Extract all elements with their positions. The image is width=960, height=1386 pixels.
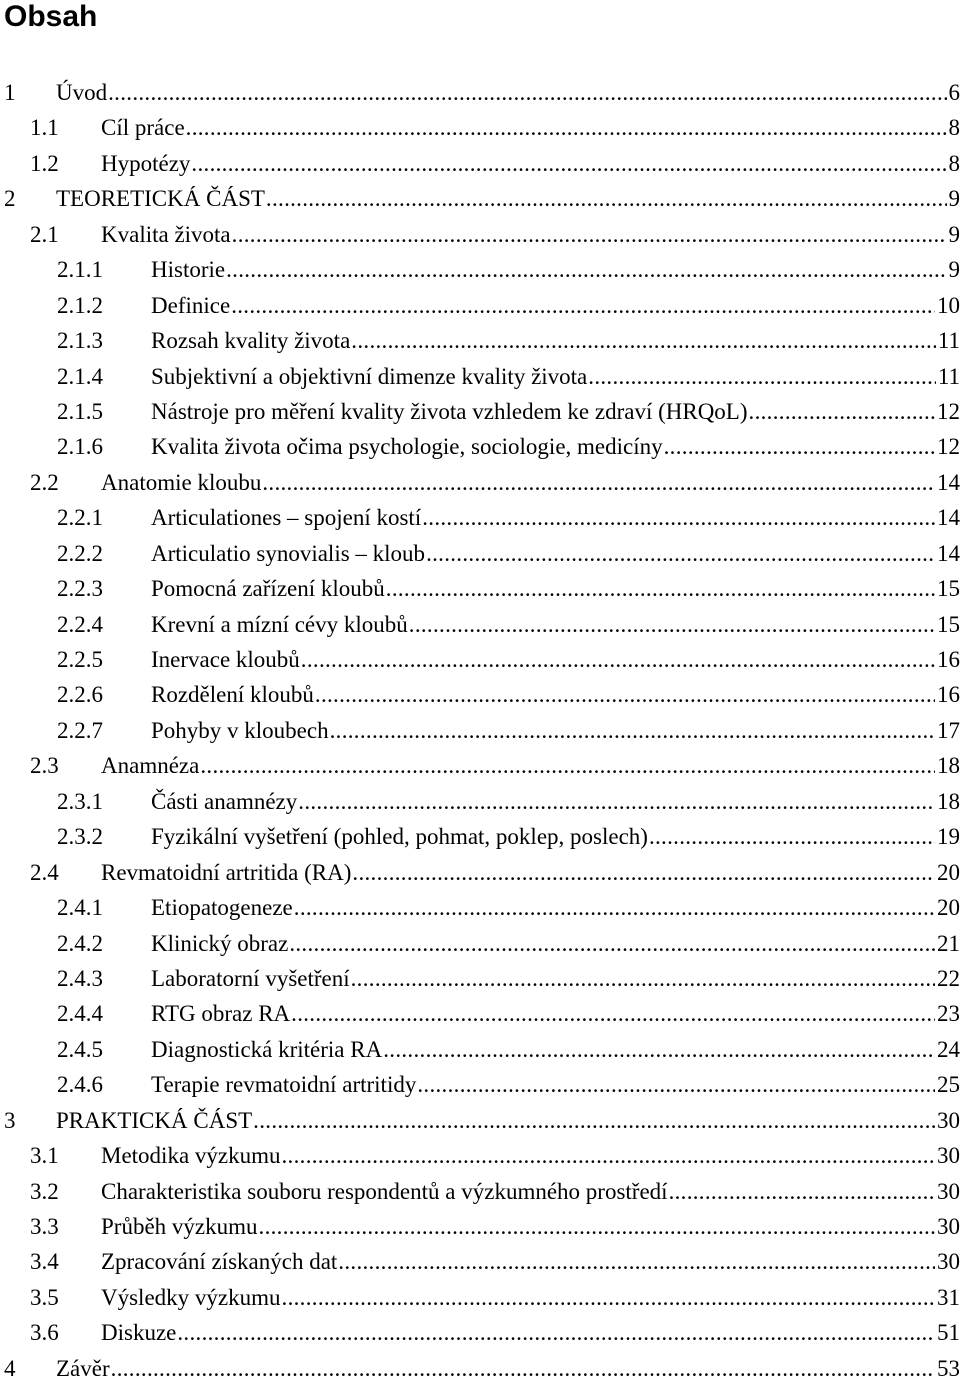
toc-entry-title: Průběh výzkumu: [101, 1209, 258, 1244]
dot-leader: [265, 181, 947, 216]
toc-entry-link[interactable]: [101, 748, 960, 783]
toc-entry[interactable]: [0, 996, 960, 1031]
toc-entry-page-number: 30: [935, 1244, 960, 1279]
toc-entry-number: 2.2.7: [57, 713, 103, 748]
toc-entry-page-number: 9: [947, 217, 960, 252]
toc-entry-page-number: 18: [935, 748, 960, 783]
toc-entry-number: 2.2.1: [57, 500, 103, 535]
dot-leader: [425, 536, 935, 571]
toc-entry-link[interactable]: [101, 1280, 960, 1315]
dot-leader: [290, 996, 935, 1031]
toc-entry[interactable]: [0, 748, 960, 783]
toc-entry-title: Závěr: [56, 1351, 110, 1386]
dot-leader: [329, 713, 935, 748]
toc-entry-title: Inervace kloubů: [151, 642, 300, 677]
dot-leader: [350, 961, 935, 996]
toc-entry-link[interactable]: [151, 642, 960, 677]
dot-leader: [748, 394, 935, 429]
toc-entry[interactable]: [0, 677, 960, 712]
toc-entry[interactable]: [0, 1103, 960, 1138]
dot-leader: [416, 1067, 935, 1102]
dot-leader: [648, 819, 935, 854]
toc-entry-title: Cíl práce: [101, 110, 185, 145]
toc-entry-link[interactable]: [151, 394, 960, 429]
toc-entry-title: Klinický obraz: [151, 926, 288, 961]
toc-entry-link[interactable]: [56, 75, 960, 110]
toc-entry-title: Charakteristika souboru respondentů a výzkumného prostředí: [101, 1174, 668, 1209]
toc-entry-page-number: 9: [947, 181, 960, 216]
dot-leader: [231, 217, 947, 252]
toc-entry-page-number: 16: [935, 642, 960, 677]
toc-entry-number: 2.1.2: [57, 288, 103, 323]
toc-entry-page-number: 17: [935, 713, 960, 748]
toc-entry-title: Výsledky výzkumu: [101, 1280, 281, 1315]
toc-entry-link[interactable]: [101, 1244, 960, 1279]
toc-entry-number: 1: [4, 75, 16, 110]
toc-entry-page-number: 8: [947, 146, 960, 181]
toc-entry-number: 3.5: [30, 1280, 59, 1315]
toc-entry[interactable]: [0, 961, 960, 996]
dot-leader: [190, 146, 946, 181]
toc-entry-page-number: 15: [935, 607, 960, 642]
toc-entry-title: Articulationes – spojení kostí: [151, 500, 421, 535]
toc-entry-link[interactable]: [101, 855, 960, 890]
toc-entry-number: 2.2.6: [57, 677, 103, 712]
toc-entry-title: Úvod: [56, 75, 107, 110]
toc-entry-title: Krevní a mízní cévy kloubů: [151, 607, 408, 642]
toc-entry-number: 2.4.3: [57, 961, 103, 996]
toc-entry-link[interactable]: [101, 1138, 960, 1173]
toc-entry-link[interactable]: [101, 217, 960, 252]
dot-leader: [107, 75, 946, 110]
toc-entry-number: 2.1.4: [57, 359, 103, 394]
dot-leader: [663, 429, 935, 464]
toc-entry-page-number: 25: [935, 1067, 960, 1102]
toc-entry-title: Anamnéza: [101, 748, 199, 783]
toc-entry-page-number: 11: [936, 323, 960, 358]
toc-entry-number: 2.4.2: [57, 926, 103, 961]
toc-entry-title: RTG obraz RA: [151, 996, 290, 1031]
toc-entry-title: Kvalita života: [101, 217, 231, 252]
page-title: Obsah: [4, 0, 97, 38]
toc-entry[interactable]: [0, 181, 960, 216]
toc-entry-title: PRAKTICKÁ ČÁST: [56, 1103, 252, 1138]
toc-entry-number: 2.1.3: [57, 323, 103, 358]
toc-entry-title: Anatomie kloubu: [101, 465, 261, 500]
toc-entry-link[interactable]: [101, 465, 960, 500]
toc-entry-number: 1.2: [30, 146, 59, 181]
toc-entry-link[interactable]: [151, 1067, 960, 1102]
dot-leader: [382, 1032, 935, 1067]
toc-entry-page-number: 22: [935, 961, 960, 996]
dot-leader: [385, 571, 935, 606]
toc-entry-page-number: 23: [935, 996, 960, 1031]
dot-leader: [225, 252, 946, 287]
toc-entry-number: 3.2: [30, 1174, 59, 1209]
toc-entry-page-number: 10: [935, 288, 960, 323]
toc-entry-link[interactable]: [151, 677, 960, 712]
toc-entry-number: 2.4.6: [57, 1067, 103, 1102]
toc-entry-number: 2.1.1: [57, 252, 103, 287]
toc-entry-number: 3.1: [30, 1138, 59, 1173]
toc-entry-page-number: 30: [935, 1103, 960, 1138]
toc-entry[interactable]: [0, 465, 960, 500]
toc-entry-page-number: 24: [935, 1032, 960, 1067]
toc-entry-link[interactable]: [151, 926, 960, 961]
toc-entry-title: Zpracování získaných dat: [101, 1244, 337, 1279]
dot-leader: [176, 1315, 935, 1350]
toc-entry-title: Kvalita života očima psychologie, sociologie, medicíny: [151, 429, 663, 464]
toc-entry-page-number: 9: [947, 252, 960, 287]
toc-entry-link[interactable]: [101, 146, 960, 181]
dot-leader: [300, 642, 935, 677]
dot-leader: [281, 1138, 936, 1173]
toc-entry-page-number: 18: [935, 784, 960, 819]
dot-leader: [337, 1244, 935, 1279]
toc-entry[interactable]: [0, 1315, 960, 1350]
toc-entry-title: Subjektivní a objektivní dimenze kvality života: [151, 359, 587, 394]
toc-entry-number: 2.4.1: [57, 890, 103, 925]
toc-entry-number: 2.1.6: [57, 429, 103, 464]
toc-entry[interactable]: [0, 323, 960, 358]
dot-leader: [230, 288, 935, 323]
dot-leader: [668, 1174, 935, 1209]
toc-entry-number: 3.3: [30, 1209, 59, 1244]
toc-entry[interactable]: [0, 1280, 960, 1315]
toc-entry-title: Definice: [151, 288, 230, 323]
toc-entry-page-number: 6: [947, 75, 960, 110]
toc-entry-link[interactable]: [101, 1209, 960, 1244]
toc-entry[interactable]: [0, 252, 960, 287]
dot-leader: [421, 500, 935, 535]
dot-leader: [297, 784, 935, 819]
toc-entry-link[interactable]: [151, 607, 960, 642]
toc-entry[interactable]: [0, 146, 960, 181]
toc-entry[interactable]: [0, 571, 960, 606]
toc-entry[interactable]: [0, 75, 960, 110]
dot-leader: [314, 677, 935, 712]
toc-entry-page-number: 53: [935, 1351, 960, 1386]
toc-entry-number: 2.2.5: [57, 642, 103, 677]
toc-entry-number: 3.4: [30, 1244, 59, 1279]
toc-entry-link[interactable]: [151, 252, 960, 287]
toc-entry[interactable]: [0, 713, 960, 748]
toc-entry-title: TEORETICKÁ ČÁST: [56, 181, 265, 216]
toc-entry-link[interactable]: [151, 890, 960, 925]
toc-entry-number: 2.3.2: [57, 819, 103, 854]
toc-entry-link[interactable]: [151, 1032, 960, 1067]
toc-entry-number: 2: [4, 181, 16, 216]
toc-entry[interactable]: [0, 500, 960, 535]
toc-entry-number: 2.1.5: [57, 394, 103, 429]
toc-entry-title: Terapie revmatoidní artritidy: [151, 1067, 416, 1102]
toc-entry-page-number: 21: [935, 926, 960, 961]
toc-entry-number: 2.3.1: [57, 784, 103, 819]
toc-entry-number: 2.1: [30, 217, 59, 252]
toc-entry[interactable]: [0, 359, 960, 394]
toc-entry-number: 2.2: [30, 465, 59, 500]
toc-entry-link[interactable]: [151, 996, 960, 1031]
toc-entry-link[interactable]: [101, 1315, 960, 1350]
toc-entry-page-number: 31: [935, 1280, 960, 1315]
toc-entry[interactable]: [0, 890, 960, 925]
toc-entry-number: 1.1: [30, 110, 59, 145]
toc-entry[interactable]: [0, 1067, 960, 1102]
toc-entry-number: 2.2.3: [57, 571, 103, 606]
toc-entry-title: Articulatio synovialis – kloub: [151, 536, 425, 571]
toc-entry[interactable]: [0, 1244, 960, 1279]
toc-entry-number: 2.2.4: [57, 607, 103, 642]
toc-entry-page-number: 20: [935, 890, 960, 925]
toc-entry-link[interactable]: [151, 500, 960, 535]
toc-entry[interactable]: [0, 642, 960, 677]
toc-entry[interactable]: [0, 429, 960, 464]
toc-entry-title: Nástroje pro měření kvality života vzhledem ke zdraví (HRQoL): [151, 394, 748, 429]
toc-entry[interactable]: [0, 784, 960, 819]
dot-leader: [587, 359, 936, 394]
toc-entry-title: Části anamnézy: [151, 784, 297, 819]
toc-entry-link[interactable]: [151, 571, 960, 606]
toc-entry-link[interactable]: [56, 181, 960, 216]
toc-entry-page-number: 30: [935, 1174, 960, 1209]
toc-entry-page-number: 30: [935, 1209, 960, 1244]
toc-entry-page-number: 8: [947, 110, 960, 145]
toc-entry-page-number: 16: [935, 677, 960, 712]
toc-entry-page-number: 51: [935, 1315, 960, 1350]
toc-entry-title: Rozdělení kloubů: [151, 677, 314, 712]
dot-leader: [288, 926, 935, 961]
toc-entry-page-number: 15: [935, 571, 960, 606]
toc-entry-link[interactable]: [151, 713, 960, 748]
toc-entry[interactable]: [0, 926, 960, 961]
toc-entry-link[interactable]: [151, 784, 960, 819]
toc-entry-title: Pomocná zařízení kloubů: [151, 571, 385, 606]
toc-entry[interactable]: [0, 1174, 960, 1209]
dot-leader: [258, 1209, 935, 1244]
toc-entry-link[interactable]: [151, 536, 960, 571]
toc-entry-number: 2.4.4: [57, 996, 103, 1031]
toc-entry-number: 2.2.2: [57, 536, 103, 571]
table-of-contents: [0, 75, 960, 1386]
toc-entry[interactable]: [0, 110, 960, 145]
toc-entry-number: 3.6: [30, 1315, 59, 1350]
toc-entry-number: 2.4.5: [57, 1032, 103, 1067]
toc-entry-link[interactable]: [151, 323, 960, 358]
toc-entry-link[interactable]: [101, 110, 960, 145]
dot-leader: [185, 110, 947, 145]
toc-entry-page-number: 11: [936, 359, 960, 394]
dot-leader: [293, 890, 935, 925]
toc-entry-page-number: 14: [935, 536, 960, 571]
toc-entry-link[interactable]: [56, 1103, 960, 1138]
toc-entry-number: 2.3: [30, 748, 59, 783]
toc-entry-link[interactable]: [151, 359, 960, 394]
toc-entry[interactable]: [0, 1138, 960, 1173]
toc-entry-link[interactable]: [151, 429, 960, 464]
toc-entry-title: Rozsah kvality života: [151, 323, 350, 358]
toc-entry-title: Laboratorní vyšetření: [151, 961, 350, 996]
dot-leader: [199, 748, 935, 783]
toc-entry-link[interactable]: [151, 961, 960, 996]
toc-entry[interactable]: [0, 536, 960, 571]
toc-entry[interactable]: [0, 1032, 960, 1067]
toc-entry-page-number: 12: [935, 394, 960, 429]
toc-entry-title: Hypotézy: [101, 146, 190, 181]
toc-entry-link[interactable]: [101, 1174, 960, 1209]
toc-entry-page-number: 19: [935, 819, 960, 854]
toc-entry-page-number: 30: [935, 1138, 960, 1173]
dot-leader: [110, 1351, 935, 1386]
toc-entry[interactable]: [0, 855, 960, 890]
toc-entry-title: Etiopatogeneze: [151, 890, 293, 925]
toc-entry-page-number: 14: [935, 465, 960, 500]
toc-entry[interactable]: [0, 1209, 960, 1244]
toc-entry-page-number: 20: [935, 855, 960, 890]
toc-entry[interactable]: [0, 819, 960, 854]
toc-entry[interactable]: [0, 217, 960, 252]
toc-entry-title: Revmatoidní artritida (RA): [101, 855, 351, 890]
toc-entry-link[interactable]: [56, 1351, 960, 1386]
toc-entry-link[interactable]: [151, 288, 960, 323]
dot-leader: [261, 465, 935, 500]
toc-entry-page-number: 14: [935, 500, 960, 535]
toc-entry-title: Metodika výzkumu: [101, 1138, 281, 1173]
toc-entry-number: 3: [4, 1103, 16, 1138]
dot-leader: [350, 323, 936, 358]
toc-entry-number: 2.4: [30, 855, 59, 890]
toc-entry-title: Pohyby v kloubech: [151, 713, 329, 748]
dot-leader: [281, 1280, 935, 1315]
toc-entry[interactable]: [0, 1351, 960, 1386]
toc-entry[interactable]: [0, 607, 960, 642]
toc-entry[interactable]: [0, 288, 960, 323]
toc-entry-page-number: 12: [935, 429, 960, 464]
dot-leader: [408, 607, 935, 642]
toc-entry-link[interactable]: [151, 819, 960, 854]
toc-entry[interactable]: [0, 394, 960, 429]
dot-leader: [252, 1103, 935, 1138]
toc-entry-title: Fyzikální vyšetření (pohled, pohmat, poklep, poslech): [151, 819, 648, 854]
toc-entry-title: Historie: [151, 252, 225, 287]
dot-leader: [351, 855, 935, 890]
toc-entry-title: Diskuze: [101, 1315, 176, 1350]
toc-entry-number: 4: [4, 1351, 16, 1386]
toc-entry-title: Diagnostická kritéria RA: [151, 1032, 382, 1067]
